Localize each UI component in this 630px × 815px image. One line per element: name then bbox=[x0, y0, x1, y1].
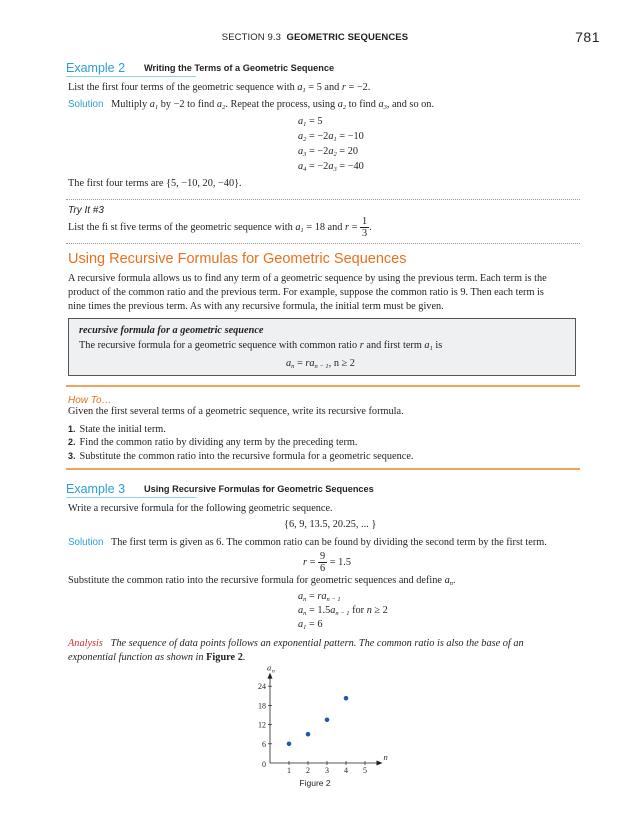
y-axis-label: a bbox=[267, 662, 272, 673]
example-2-conclusion: The first four terms are {5, −10, 20, −40}. bbox=[68, 178, 242, 189]
solution-text: The first term is given as 6. The common ratio can be found by dividing the second term by the first term. bbox=[110, 537, 547, 548]
var-a2: $a_2$ bbox=[216, 99, 226, 111]
how-to-top-rule bbox=[66, 385, 580, 387]
solution-text: , and so on. bbox=[386, 99, 435, 110]
example-2-label: Example 2 bbox=[66, 61, 126, 75]
figure-caption: Figure 2 bbox=[299, 778, 331, 788]
example-2-prompt bbox=[68, 82, 370, 93]
y-tick-label: 12 bbox=[258, 720, 266, 730]
x-tick-label: 2 bbox=[306, 766, 310, 775]
analysis-label: Analysis bbox=[68, 638, 103, 649]
var-a1: $a_1$ bbox=[149, 99, 159, 111]
how-to-step: 1. State the initial term. bbox=[68, 424, 166, 435]
definition-text: The recursive formula for a geometric sequence with common ratio r and first term $a_1$ is bbox=[79, 340, 443, 352]
x-tick-label: 3 bbox=[325, 766, 329, 775]
x-tick-label: 1 bbox=[287, 766, 291, 775]
try-it-label: Try It #3 bbox=[68, 205, 104, 216]
paragraph-line: product of the common ratio and the previous term. For example, suppose the common ratio is 9. Then each term is bbox=[68, 287, 544, 298]
y-axis-label-subscript: n bbox=[272, 668, 275, 675]
section-title: GEOMETRIC SEQUENCES bbox=[286, 32, 409, 43]
prompt-text: List the first four terms of the geometric sequence with bbox=[68, 82, 298, 93]
example-3-underline bbox=[66, 497, 196, 498]
example-3-sequence: {6, 9, 13.5, 20.25, ... } bbox=[284, 519, 377, 530]
how-to-step: 3. Substitute the common ratio into the recursive formula for a geometric sequence. bbox=[68, 451, 414, 462]
initial-term: $a_1 = 6$ bbox=[298, 619, 323, 631]
running-head bbox=[0, 32, 630, 43]
origin-label: 0 bbox=[262, 760, 266, 769]
data-point bbox=[344, 696, 349, 701]
example-2-solution bbox=[68, 99, 434, 110]
x-axis-label: n bbox=[383, 752, 388, 762]
prompt-text: = 5 and bbox=[305, 82, 342, 93]
solution-text: by −2 to find bbox=[158, 99, 217, 110]
solution-label: Solution bbox=[68, 537, 104, 548]
y-tick-label: 18 bbox=[258, 701, 266, 711]
how-to-intro: Given the first several terms of a geometric sequence, write its recursive formula. bbox=[68, 406, 404, 417]
x-tick-label: 4 bbox=[344, 766, 348, 775]
var-a3: $a_3$ bbox=[378, 99, 387, 111]
var-r: r bbox=[341, 82, 346, 93]
definition-formula: $a_n = ra_{n - 1}$, n ≥ 2 bbox=[286, 358, 355, 370]
example-2-underline bbox=[66, 76, 196, 77]
substitute-text: Substitute the common ratio into the recursive formula for geometric sequences and define $a_n$. bbox=[68, 575, 456, 587]
var-a1: $a_1$ bbox=[297, 82, 306, 94]
example-3-header bbox=[66, 481, 374, 497]
example-3-prompt: Write a recursive formula for the following geometric sequence. bbox=[68, 503, 333, 514]
solution-text: to find bbox=[346, 99, 379, 110]
y-tick-label: 24 bbox=[258, 682, 266, 692]
x-tick-label: 5 bbox=[363, 766, 367, 775]
example-3-title: Using Recursive Formulas for Geometric Sequences bbox=[144, 484, 374, 494]
divider-dotted bbox=[66, 199, 580, 200]
how-to-bottom-rule bbox=[66, 468, 580, 470]
section-number: SECTION 9.3 bbox=[221, 32, 281, 43]
try-it-text: List the fi st five terms of the geometric sequence with $a_1 = 18$ and r = $\frac{1}{3}$ . bbox=[68, 216, 372, 239]
equation-a2: $a_2 = -2a_1 = -10$ bbox=[298, 131, 364, 143]
definition-title: recursive formula for a geometric sequence bbox=[79, 325, 264, 336]
paragraph-line: nine times the previous term. As with any recursive formula, the initial term must be given. bbox=[68, 301, 444, 312]
page-number: 781 bbox=[575, 29, 600, 45]
data-point bbox=[306, 732, 311, 737]
solution-label: Solution bbox=[68, 99, 104, 110]
ratio-equation: r = $\frac{9}{6}$ = 1.5 bbox=[303, 551, 351, 574]
paragraph-line: A recursive formula allows us to find any term of a geometric sequence by using the previous term. Each term is the bbox=[68, 273, 547, 284]
example-2-header bbox=[66, 60, 334, 76]
equation-a3: $a_3 = -2a_2 = 20$ bbox=[298, 146, 358, 158]
recursive-paragraph bbox=[68, 272, 578, 314]
how-to-step: 2. Find the common ratio by dividing any term by the preceding term. bbox=[68, 437, 358, 448]
figure-reference: Figure 2 bbox=[206, 652, 243, 663]
figure-2-chart bbox=[250, 660, 390, 775]
var-a2: $a_2$ bbox=[337, 99, 347, 111]
equation-a1: $a_1 = 5$ bbox=[298, 116, 323, 128]
data-point bbox=[287, 742, 292, 747]
prompt-text: = −2. bbox=[345, 82, 371, 93]
analysis-paragraph: Analysis The sequence of data points follows an exponential pattern. The common ratio is also the base of an exponential function as shown in Figure 2. bbox=[68, 638, 524, 663]
recursive-formula-general: $a_n = ra_{n - 1}$ bbox=[298, 591, 341, 603]
how-to-label: How To… bbox=[68, 395, 112, 406]
equation-a4: $a_4 = -2a_3 = -40$ bbox=[298, 161, 364, 173]
example-3-label: Example 3 bbox=[66, 482, 126, 496]
section-heading: Using Recursive Formulas for Geometric Sequences bbox=[68, 251, 407, 267]
example-3-solution bbox=[68, 537, 547, 548]
divider-dotted bbox=[66, 243, 580, 244]
fraction-one-third: $\frac{1}{3}$ bbox=[362, 216, 368, 239]
recursive-formula-specific: $a_n = 1.5a_{n - 1}$ for n ≥ 2 bbox=[298, 605, 388, 617]
x-axis-arrow bbox=[377, 761, 383, 766]
definition-box bbox=[68, 318, 576, 376]
example-2-title: Writing the Terms of a Geometric Sequence bbox=[144, 63, 335, 73]
y-tick-label: 6 bbox=[262, 739, 266, 749]
solution-text: . Repeat the process, using bbox=[225, 99, 338, 110]
data-point bbox=[325, 718, 330, 723]
solution-text: Multiply bbox=[111, 99, 150, 110]
